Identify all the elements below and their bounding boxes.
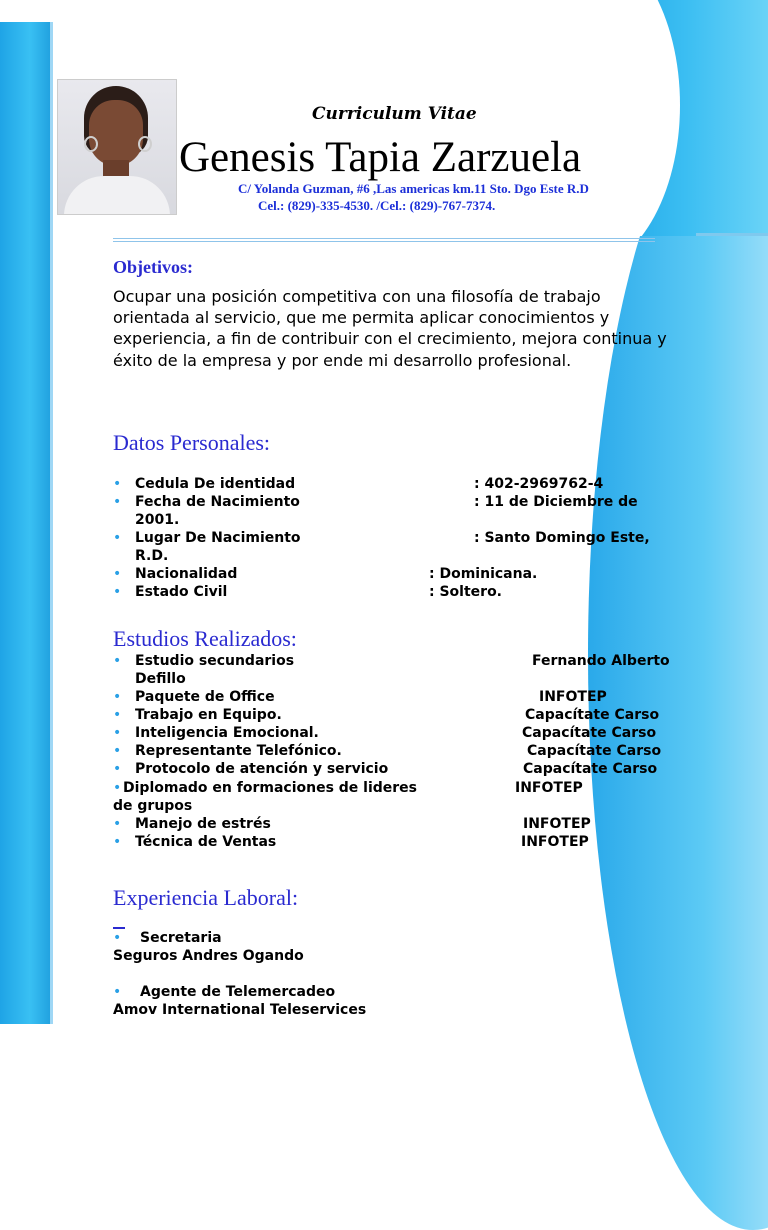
dp-value-nacionalidad: : Dominicana. [429,566,538,582]
dp-value-estado-civil: : Soltero. [429,584,503,600]
bullet-icon: • [113,584,122,600]
bullet-icon: • [113,930,122,946]
estudio-institution: INFOTEP [521,834,589,850]
estudio-label: Trabajo en Equipo. [135,707,282,723]
bullet-icon: • [113,689,122,705]
bullet-icon: • [113,743,122,759]
estudio-label: Protocolo de atención y servicio [135,761,389,777]
dp-value-cedula: : 402-2969762-4 [474,476,604,492]
estudio-institution: Capacítate Carso [523,761,658,777]
estudio-label: Manejo de estrés [135,816,271,832]
bullet-icon: • [113,494,122,510]
bullet-icon: • [113,476,122,492]
bullet-icon: • [113,834,122,850]
bullet-icon: • [113,816,122,832]
experiencia-position: Agente de Telemercadeo [140,984,336,1000]
experiencia-underline [113,907,125,929]
estudio-label: Paquete de Office [135,689,275,705]
estudio-institution: Capacítate Carso [527,743,662,759]
decorative-left-bar-edge [50,22,53,1024]
datos-personales-title: Datos Personales: [113,430,271,455]
dp-label-fecha: Fecha de Nacimiento [135,494,300,510]
experiencia-company: Amov International Teleservices [113,1002,367,1018]
header-divider [113,238,655,242]
dp-value-lugar: : Santo Domingo Este, [474,530,650,546]
bullet-icon: • [113,707,122,723]
bullet-icon: • [113,780,122,796]
objetivos-text: Ocupar una posición competitiva con una filosofía de trabajo orientada al servicio, que me permita aplicar conocimientos y experiencia, a fin de contribuir con el crecimiento, mejora continua y éxito de la empresa y por ende mi desarrollo profesional. [113,287,667,370]
decorative-left-bar [0,22,50,1024]
estudio-label: Técnica de Ventas [135,834,277,850]
cv-label: Curriculum Vitae [312,104,477,124]
dp-label-estado-civil: Estado Civil [135,584,228,600]
estudio-institution: INFOTEP [523,816,591,832]
estudio-institution: INFOTEP [539,689,607,705]
estudio-institution: Fernando Alberto [532,653,670,669]
dp-label-lugar: Lugar De Nacimiento [135,530,301,546]
bullet-icon: • [113,761,122,777]
address: C/ Yolanda Guzman, #6 ,Las americas km.11 Sto. Dgo Este R.D [238,181,589,196]
estudio-label: Diplomado en formaciones de lideres [123,780,418,796]
bullet-icon: • [113,653,122,669]
candidate-name: Genesis Tapia Zarzuela [179,134,582,181]
experiencia-company: Seguros Andres Ogando [113,948,304,964]
dp-label-cedula: Cedula De identidad [135,476,296,492]
estudio-label: Representante Telefónico. [135,743,342,759]
estudio-institution: Capacítate Carso [522,725,657,741]
experiencia-position: Secretaria [140,930,222,946]
estudio-institution: Capacítate Carso [525,707,660,723]
decorative-top-right-panel [585,0,768,236]
bullet-icon: • [113,530,122,546]
estudio-institution-wrap: Defillo [135,671,186,687]
dp-value-fecha-wrap: 2001. [135,512,180,528]
dp-value-fecha: : 11 de Diciembre de [474,494,638,510]
bullet-icon: • [113,725,122,741]
bullet-icon: • [113,566,122,582]
dp-value-lugar-wrap: R.D. [135,548,169,564]
profile-photo [57,79,177,215]
estudio-label-wrap: de grupos [113,798,193,814]
decorative-top-right-edge [696,233,768,236]
bullet-icon: • [113,984,122,1000]
phone-numbers: Cel.: (829)-335-4530. /Cel.: (829)-767-7374. [258,198,496,213]
objetivos-title: Objetivos: [113,257,193,277]
estudio-label: Estudio secundarios [135,653,295,669]
experiencia-title: Experiencia Laboral: [113,885,299,910]
estudio-institution: INFOTEP [515,780,583,796]
estudios-title: Estudios Realizados: [113,626,297,651]
dp-label-nacionalidad: Nacionalidad [135,566,238,582]
estudio-label: Inteligencia Emocional. [135,725,319,741]
